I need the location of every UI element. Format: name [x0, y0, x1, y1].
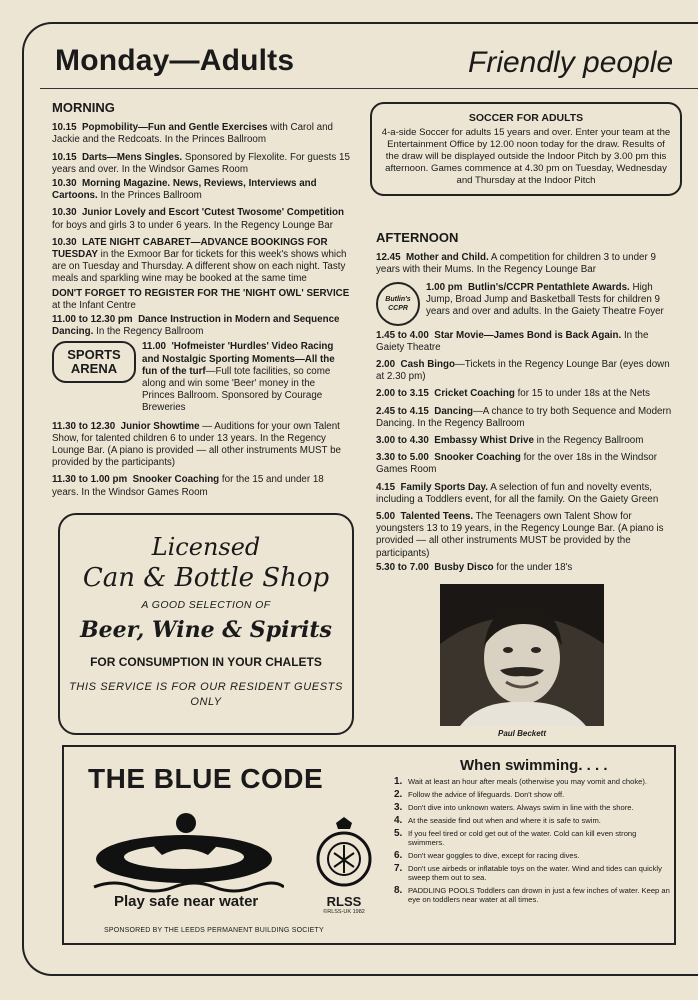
event-popmobility — [52, 122, 350, 146]
event-title: Embassy Whist Drive — [434, 435, 534, 447]
event-detail: In the Princes Ballroom — [97, 190, 202, 202]
event-time: 2.00 — [376, 359, 396, 371]
event-title: Cricket Coaching — [434, 388, 515, 400]
swimming-rule — [394, 829, 674, 847]
rlss-logo — [314, 817, 374, 927]
event-time: 1.45 to 4.00 — [376, 329, 429, 341]
event-dancing — [376, 406, 676, 430]
event-darts — [52, 152, 350, 176]
rule-text: Wait at least an hour after meals (otherwise you may vomit and choke). — [408, 777, 648, 786]
event-family-sports-day — [376, 482, 676, 506]
event-late-night-cabaret — [52, 237, 350, 286]
event-detail: A competition for children 3 to under 9 years with their Mums. In the Regency Lounge Bar — [376, 252, 656, 276]
event-time: 5.30 to 7.00 — [376, 561, 429, 573]
event-title: Star Movie—James Bond is Back Again. — [434, 329, 622, 341]
event-time: 10.30 — [52, 207, 77, 219]
rlss-crest-icon — [314, 817, 374, 887]
event-detail: for the over 18s in the Windsor Games Room — [376, 452, 657, 476]
rule-number: 4. — [394, 815, 403, 826]
event-detail: for the under 18's — [493, 561, 573, 573]
event-detail: Sponsored by Flexolite. For guests 15 years and over. In the Windsor Games Room — [52, 151, 350, 175]
event-time: 2.00 to 3.15 — [376, 388, 429, 400]
swimming-heading: When swimming. . . . — [460, 757, 608, 774]
swimming-rule — [394, 790, 674, 799]
rlss-copyright: ©RLSS-UK 1982 — [323, 909, 365, 915]
shop-name: Can & Bottle Shop — [82, 563, 330, 593]
event-detail: In the Gaiety Theatre — [376, 329, 649, 353]
blue-code-title: THE BLUE CODE — [88, 763, 324, 794]
event-detail: A selection of fun and novelty events, including a Toddlers event, for all the family. On the Gaiety Green — [376, 481, 659, 505]
swimming-rules-list — [394, 777, 674, 908]
blue-code-panel — [62, 745, 676, 945]
swimming-rule — [394, 864, 674, 882]
event-title: Snooker Coaching — [434, 452, 521, 464]
event-time: 11.00 to 12.30 pm — [52, 314, 133, 326]
event-detail: with Carol and Jackie and the Redcoats. In the Princes Ballroom — [52, 122, 333, 146]
rule-text: Don't dive into unknown waters. Always swim in line with the shore. — [408, 803, 634, 812]
event-detail: —Tickets in the Regency Lounge Bar (eyes down at 2.30 pm) — [376, 359, 670, 383]
portrait-illustration — [440, 584, 604, 726]
event-title: LATE NIGHT CABARET—ADVANCE BOOKINGS FOR TUESDAY — [52, 236, 328, 261]
event-detail: — Auditions for your own Talent Show, for talented children 6 to under 13 years. In the Regency Lounge Bar. (A piano is provided — all other instruments MUST be provided by the participants) — [52, 420, 341, 469]
event-title: Butlin's/CCPR Pentathlete Awards. — [467, 281, 630, 293]
rule-number: 8. — [394, 885, 403, 896]
event-title: Junior Showtime — [120, 420, 200, 432]
morning-heading: MORNING — [52, 100, 115, 115]
event-dance-instruction — [52, 314, 350, 338]
shop-advert — [58, 513, 354, 735]
rule-text: If you feel tired or cold get out of the water. Cold can kill even strong swimmers. — [408, 829, 637, 847]
photo-caption: Paul Beckett — [497, 729, 547, 738]
event-junior-showtime — [52, 421, 350, 470]
event-time: 12.45 — [376, 252, 401, 264]
event-time: 10.15 — [52, 151, 77, 163]
rule-text: At the seaside find out when and where it is safe to swim. — [408, 816, 601, 825]
rule-number: 2. — [394, 789, 403, 800]
event-cash-bingo — [376, 359, 676, 383]
soccer-title: SOCCER FOR ADULTS — [468, 112, 584, 124]
event-detail: for boys and girls 3 to under 6 years. In the Regency Lounge Bar — [52, 219, 334, 231]
event-detail: The Teenagers own Talent Show for youngsters 13 to 19 years, in the Regency Lounge Bar. (A piano is provided — all other instruments MUST be provided by the participants) — [376, 511, 664, 559]
event-title: Darts—Mens Singles. — [81, 151, 183, 163]
rule-number: 5. — [394, 828, 403, 839]
event-star-movie — [376, 330, 676, 354]
page-title: Monday—Adults — [55, 44, 295, 77]
event-time: 3.00 to 4.30 — [376, 435, 429, 447]
event-title: Junior Lovely and Escort 'Cutest Twosome' Competition — [81, 207, 344, 219]
shop-selection: A GOOD SELECTION OF — [141, 599, 271, 611]
portrait-photo — [440, 584, 604, 726]
event-time: 10.15 — [52, 122, 77, 134]
event-title: Talented Teens. — [400, 511, 474, 523]
swimming-rule — [394, 777, 674, 786]
shop-consumption: FOR CONSUMPTION IN YOUR CHALETS — [90, 655, 322, 669]
rule-number: 6. — [394, 850, 403, 861]
event-title: 'Hofmeister 'Hurdles' Video Racing and Nostalgic Sporting Moments—All the fun of the turf — [142, 341, 335, 377]
event-time: 1.00 pm — [426, 281, 463, 293]
event-time: 11.00 — [142, 341, 166, 353]
shop-resident-note: THIS SERVICE IS FOR OUR RESIDENT GUESTS ONLY — [69, 681, 343, 708]
event-detail: in the Exmoor Bar for tickets for this week's shows which are on Tuesday and Thursday. A different show on each night. Tasty meals and sparkling wine may be booked at the same time — [52, 249, 347, 285]
rule-number: 1. — [394, 776, 403, 787]
event-title: Mother and Child. — [405, 252, 489, 264]
event-whist-drive — [376, 435, 676, 447]
event-time: 11.30 to 1.00 pm — [52, 474, 128, 486]
event-time: 5.00 — [376, 511, 396, 523]
notice-title: DON'T FORGET TO REGISTER FOR THE 'NIGHT OWL' SERVICE — [52, 287, 350, 299]
event-pentathlete — [376, 282, 676, 326]
event-title: Dancing — [434, 405, 473, 417]
swimming-rule — [394, 886, 674, 904]
event-time: 3.30 to 5.00 — [376, 452, 429, 464]
event-title: Busby Disco — [434, 561, 494, 573]
soccer-box — [370, 102, 682, 196]
rlss-name: RLSS — [326, 894, 362, 909]
rule-text: Follow the advice of lifeguards. Don't show off. — [408, 790, 565, 799]
event-time: 10.30 — [52, 178, 77, 190]
event-title: Cash Bingo — [400, 359, 455, 371]
butlins-ccpr-logo: Butlin's CCPR — [376, 282, 420, 326]
event-title: Snooker Coaching — [132, 474, 220, 486]
swimming-rule — [394, 803, 674, 812]
event-mother-and-child — [376, 252, 676, 276]
event-detail: In the Regency Ballroom — [93, 326, 204, 338]
event-title: Dance Instruction in Modern and Sequence Dancing. — [52, 314, 340, 338]
event-detail: —A chance to try both Sequence and Modern Dancing. In the Regency Ballroom — [376, 405, 672, 429]
event-sports-arena — [52, 341, 350, 414]
event-time: 2.45 to 4.15 — [376, 405, 429, 417]
rule-number: 7. — [394, 863, 403, 874]
afternoon-heading: AFTERNOON — [376, 230, 459, 245]
event-detail: High Jump, Broad Jump and Basketball Tests for children 9 years and over and adults. In the Gaiety Theatre Foyer — [426, 281, 664, 318]
rule-text: Don't use airbeds or inflatable toys on the water. Wind and tides can quickly sweep them out to sea. — [408, 864, 662, 882]
event-cricket-coaching — [376, 388, 676, 400]
notice-detail: at the Infant Centre — [52, 299, 136, 311]
event-talented-teens — [376, 511, 676, 560]
event-detail: —Full tote facilities, so come along and win some 'Beer' money in the Princes Ballroom. Sponsored by Courage Breweries — [142, 365, 331, 414]
afternoon-column — [376, 230, 676, 579]
rule-number: 3. — [394, 802, 403, 813]
event-junior-lovely — [52, 207, 350, 231]
event-time: 10.30 — [52, 236, 77, 248]
event-time: 4.15 — [376, 481, 396, 493]
event-time: 11.30 to 12.30 — [52, 420, 116, 432]
swimming-rule — [394, 816, 674, 825]
event-busby-disco — [376, 562, 676, 574]
blue-code-slogan: Play safe near water — [114, 893, 259, 910]
event-detail: in the Regency Ballroom — [533, 435, 644, 447]
rule-text: Don't wear goggles to dive, except for racing dives. — [408, 851, 580, 860]
blue-code-sponsor: SPONSORED BY THE LEEDS PERMANENT BUILDING SOCIETY — [104, 927, 324, 934]
event-title: Family Sports Day. — [400, 481, 489, 493]
event-morning-magazine — [52, 178, 350, 202]
notice-night-owl — [52, 288, 350, 312]
event-snooker-coaching — [52, 474, 350, 498]
event-snooker-over18 — [376, 452, 676, 476]
shop-products: Beer, Wine & Spirits — [80, 617, 332, 643]
morning-column — [52, 100, 350, 504]
rule-text: PADDLING POOLS Toddlers can drown in just a few inches of water. Keep an eye on toddlers near water at all times. — [408, 886, 670, 904]
pentathlete-text — [426, 282, 676, 326]
swimmer-on-ring-icon — [84, 807, 284, 897]
soccer-body: 4-a-side Soccer for adults 15 years and over. Enter your team at the Entertainment Office by 12.00 noon today for the draw. Results of the draw will be displayed outside the Indoor Pitch by 3.00 pm this afternoon. Games commence at 4.30 pm on Tuesday, Wednesday and Thursday at the Indoor Pitch — [381, 127, 671, 186]
header-rule — [40, 88, 698, 89]
sports-arena-badge: SPORTS ARENA — [52, 341, 136, 383]
event-title: Popmobility—Fun and Gentle Exercises — [81, 122, 268, 134]
page-tagline: Friendly people — [468, 46, 674, 79]
event-detail: for 15 to under 18s at the Nets — [514, 388, 650, 400]
sports-arena-text — [142, 341, 350, 414]
shop-licensed: Licensed — [151, 533, 261, 561]
swimming-rule — [394, 851, 674, 860]
event-detail: for the 15 and under 18 years. In the Windsor Games Room — [52, 474, 324, 498]
event-title: Morning Magazine. News, Reviews, Interviews and Cartoons. — [52, 178, 317, 202]
